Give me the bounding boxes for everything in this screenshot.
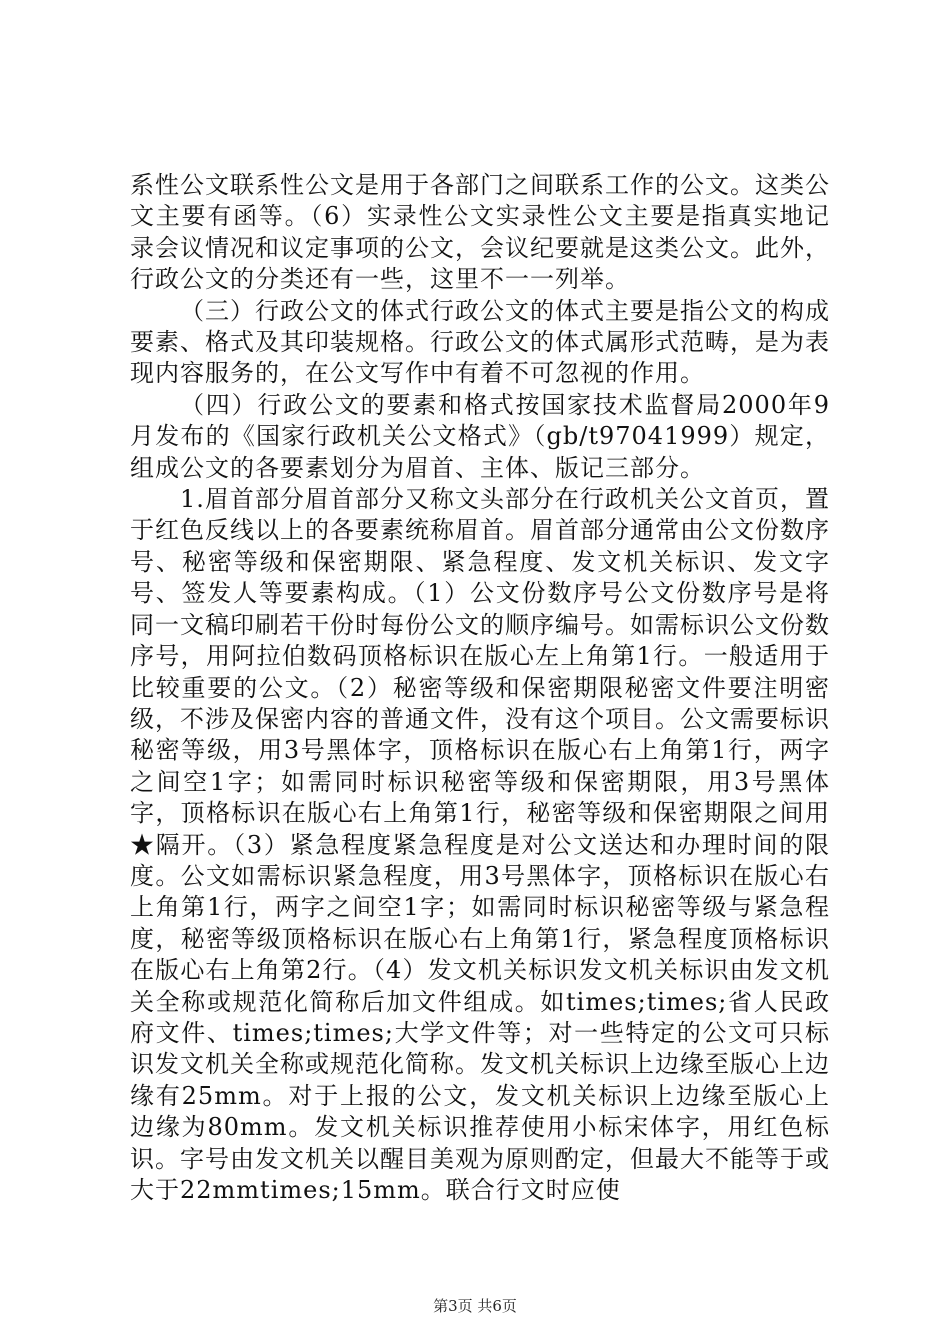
paragraph-document-style: （三）行政公文的体式行政公文的体式主要是指公文的构成要素、格式及其印装规格。行政公文的体式属形式范畴，是为表现内容服务的，在公文写作中有着不可忽视的作用。: [130, 296, 830, 388]
paragraph-header-section: 1.眉首部分眉首部分又称文头部分在行政机关公文首页，置于红色反线以上的各要素统称眉首。眉首部分通常由公文份数序号、秘密等级和保密期限、紧急程度、发文机关标识、发文字号、签发人等要素构成。（1）公文份数序号公文份数序号是将同一文稿印刷若干份时每份公文的顺序编号。如需标识公文份数序号，用阿拉伯数码顶格标识在版心左上角第1行。一般适用于比较重要的公文。（2）秘密等级和保密期限秘密文件要注明密级，不涉及保密内容的普通文件，没有这个项目。公文需要标识秘密等级，用3号黑体字，顶格标识在版心右上角第1行，两字之间空1字；如需同时标识秘密等级和保密期限，用3号黑体字，顶格标识在版心右上角第1行，秘密等级和保密期限之间用★隔开。（3）紧急程度紧急程度是对公文送达和办理时间的限度。公文如需标识紧急程度，用3号黑体字，顶格标识在版心右上角第1行，两字之间空1字；如需同时标识秘密等级与紧急程度，秘密等级顶格标识在版心右上角第1行，紧急程度顶格标识在版心右上角第2行。（4）发文机关标识发文机关标识由发文机关全称或规范化简称后加文件组成。如times;times;省人民政府文件、times;times;大学文件等；对一些特定的公文可只标识发文机关全称或规范化简称。发文机关标识上边缘至版心上边缘有25mm。对于上报的公文，发文机关标识上边缘至版心上边缘为80mm。发文机关标识推荐使用小标宋体字，用红色标识。字号由发文机关以醒目美观为原则酌定，但最大不能等于或大于22mmtimes;15mm。联合行文时应使: [130, 485, 830, 1204]
paragraph-document-types: 系性公文联系性公文是用于各部门之间联系工作的公文。这类公文主要有函等。（6）实录性公文实录性公文主要是指真实地记录会议情况和议定事项的公文，会议纪要就是这类公文。此外，行政公文的分类还有一些，这里不一一列举。: [130, 171, 830, 294]
page-number-footer: 第3页 共6页: [433, 1297, 517, 1315]
paragraph-document-elements: （四）行政公文的要素和格式按国家技术监督局2000年9月发布的《国家行政机关公文格式》（gb/t97041999）规定，组成公文的各要素划分为眉首、主体、版记三部分。: [130, 390, 830, 482]
document-body: [130, 170, 830, 1206]
